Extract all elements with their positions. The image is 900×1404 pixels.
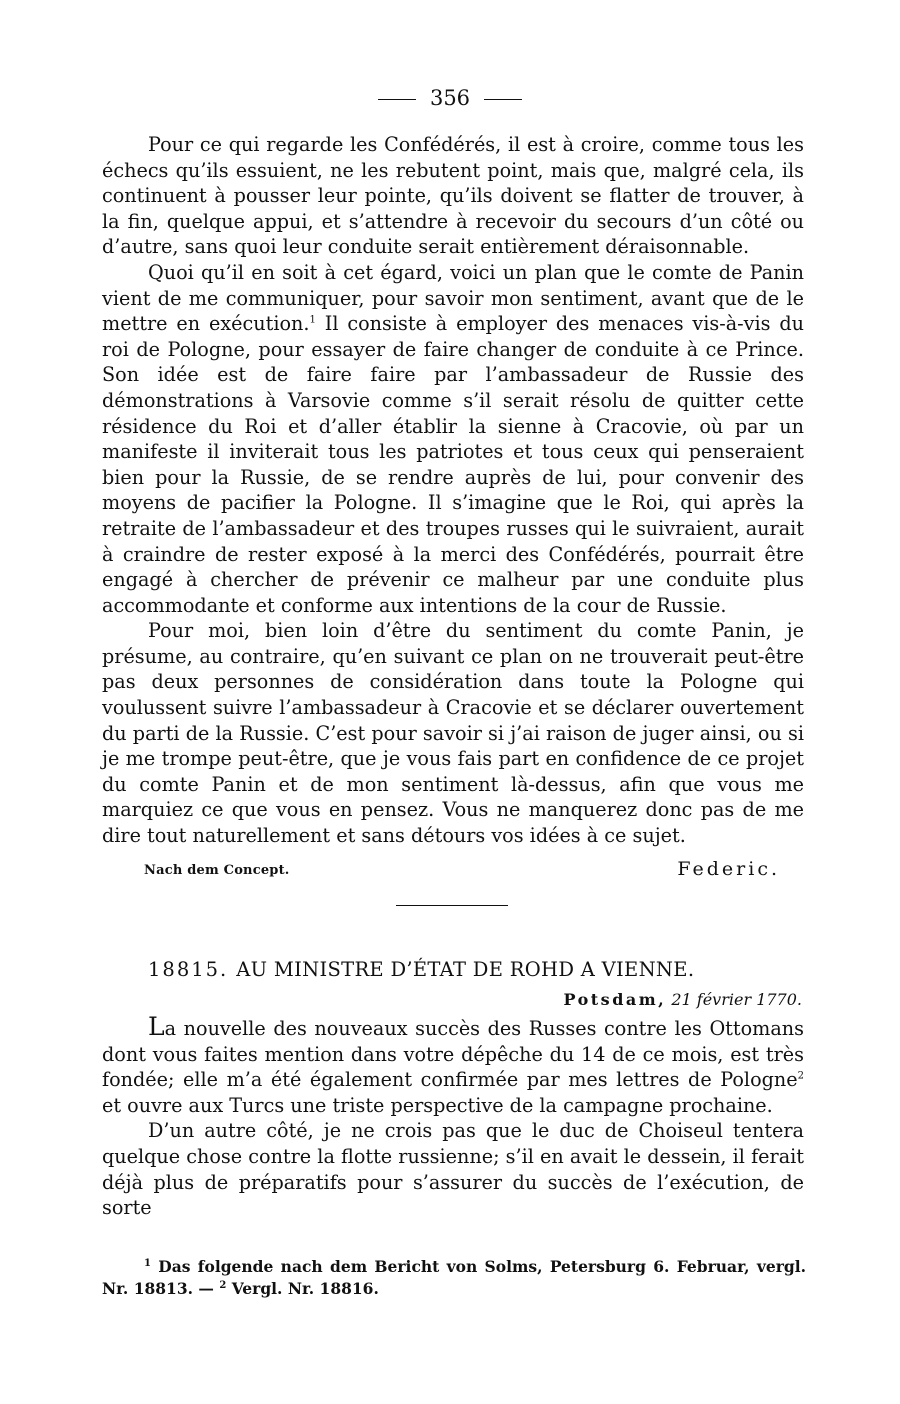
paragraph: [102, 260, 804, 618]
letter-title: AU MINISTRE D’ÉTAT DE ROHD A VIENNE.: [236, 958, 695, 981]
signature: Federic.: [677, 858, 780, 880]
header-dash-left: [378, 99, 416, 100]
letter-body: [102, 1012, 804, 1221]
paragraph-text: Il consiste à employer des menaces vis-à-vis du roi de Pologne, pour essayer de faire changer de conduite à ce Prince. Son idée est de faire faire par l’ambassadeur de Russie des démonstrations à Varsovie comme s’il serait résolu de quitter cette résidence du Roi et d’aller établir la sienne à Cracovie, où par un manifeste il inviterait tous les patriotes et tous ceux qui penseraient bien pour la Russie, de se rendre auprès de lui, pour convenir des moyens de pacifier la Pologne. Il s’imagine que le Roi, qui après la retraite de l’ambassadeur et des troupes russes qui le suivraient, aurait à craindre de rester exposé à la merci des Confédérés, pourrait être engagé à chercher de prévenir ce malheur par une conduite plus accommodante et conforme aux intentions de la cour de Russie.: [102, 312, 805, 617]
source-note: Nach dem Concept.: [144, 863, 290, 878]
dateline: [564, 990, 802, 1009]
letter-heading: [148, 958, 788, 981]
header-dash-right: [484, 99, 522, 100]
paragraph-text: Quoi qu’il en soit à cet égard, voici un plan que le comte de Panin vient de me communiquer, pour savoir mon sentiment, avant que de le mettre en exécution.: [102, 260, 804, 336]
paragraph: Pour ce qui regarde les Confédérés, il est à croire, comme tous les échecs qu’ils essuient, ne les rebutent point, mais que, malgré cela, ils continuent à pousser leur pointe, qu’ils doivent se flatter de trouver, à la fin, quelque appui, et s’attendre à recevoir du secours d’un côté ou d’autre, sans quoi leur conduite serait entièrement déraisonnable.: [102, 133, 804, 259]
paragraph: Pour moi, bien loin d’être du sentiment du comte Panin, je présume, au contraire, qu’en suivant ce plan on ne trouverait peut-être pas deux personnes de considération dans toute la Pologne qui voulussent suivre l’ambassadeur à Cracovie et se déclarer ouvertement du parti de la Russie. C’est pour savoir si j’ai raison de juger ainsi, ou si je me trompe peut-être, que je vous fais part en confidence de ce projet du comte Panin et de mon sentiment là-dessus, afin que vous me marquiez ce que vous en pensez. Vous ne manquerez donc pas de me dire tout naturellement et sans détours vos idées à ce sujet.: [102, 619, 804, 848]
dateline-date: 21 février 1770.: [671, 990, 802, 1009]
footnote: [102, 1256, 806, 1300]
footnotes: [102, 1256, 806, 1300]
footnote-text: Das folgende nach dem Bericht von Solms, Petersburg 6. Februar, vergl. Nr. 18813. —: [102, 1257, 806, 1298]
paragraph: [102, 1012, 804, 1118]
footnote-ref: 2: [797, 1070, 804, 1082]
section-divider: [396, 905, 508, 906]
paragraph: D’un autre côté, je ne crois pas que le duc de Choiseul tentera quelque chose contre la flotte russienne; s’il en avait le dessein, il ferait déjà plus de préparatifs pour s’assurer du succès de l’exécution, de sorte: [102, 1119, 804, 1220]
dateline-place: Potsdam,: [563, 990, 667, 1009]
page-header: [0, 86, 900, 110]
closing-line: [102, 858, 804, 884]
initial-letter: L: [148, 1012, 165, 1041]
footnote-mark: 1: [144, 1257, 151, 1269]
letter-number: 18815.: [148, 958, 229, 981]
paragraph-text: a nouvelle des nouveaux succès des Russes contre les Ottomans dont vous faites mention dans votre dépêche du 14 de ce mois, est très fondée; elle m’a été également confirmée par mes lettres de Pologne: [102, 1017, 804, 1092]
footnote-mark: 2: [219, 1279, 227, 1291]
letter-body: [102, 132, 804, 849]
footnote-text: Vergl. Nr. 18816.: [226, 1279, 379, 1298]
paragraph-text: et ouvre aux Turcs une triste perspective de la campagne prochaine.: [102, 1093, 773, 1117]
footnote-ref: 1: [309, 314, 316, 326]
page-number: 356: [429, 86, 471, 110]
